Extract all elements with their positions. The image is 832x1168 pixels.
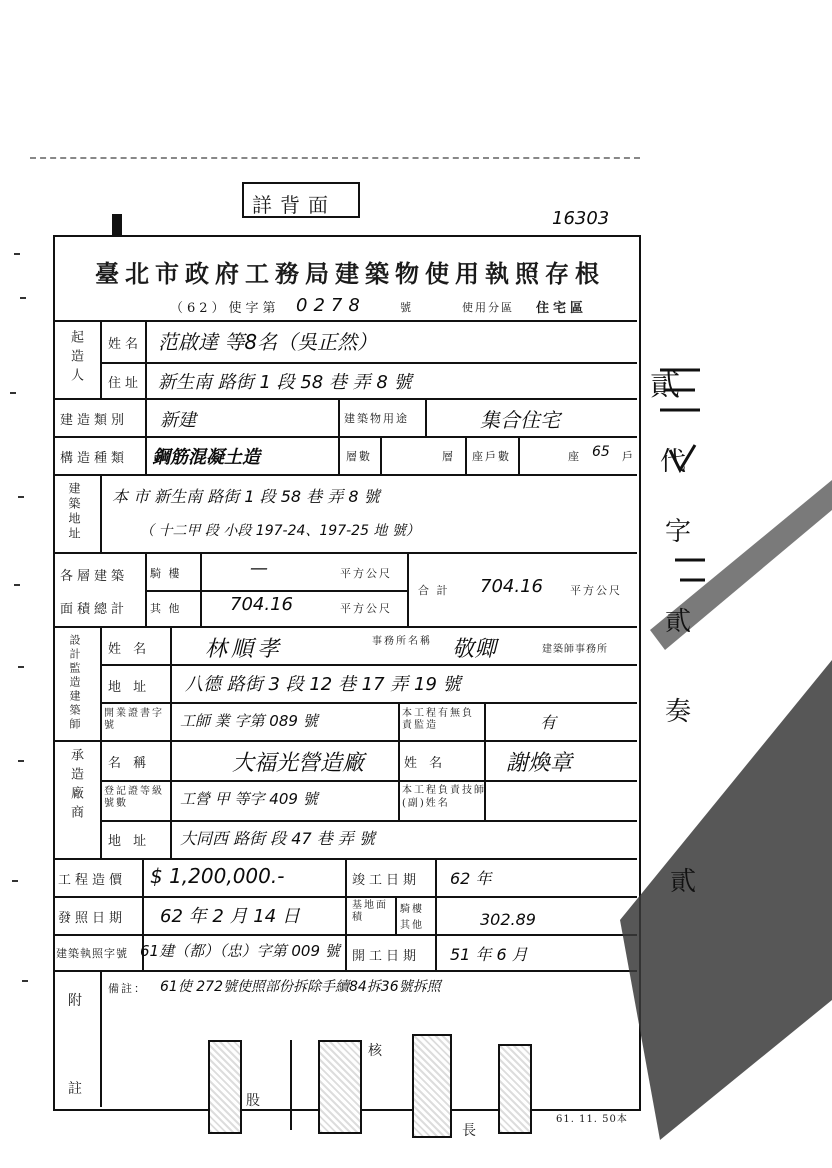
issue-value: 62 年 2 月 14 日 bbox=[160, 906, 300, 927]
stamp-check-label: 核 bbox=[368, 1043, 386, 1059]
archive-number: 16303 bbox=[552, 208, 610, 229]
col-rule bbox=[338, 436, 340, 474]
svg-text:貳: 貳 bbox=[650, 368, 680, 403]
designer-reg-label: 開業證書字號 bbox=[104, 708, 164, 731]
total-label: 合 計 bbox=[418, 584, 450, 597]
svg-text:奏: 奏 bbox=[665, 697, 692, 727]
structure-label: 構造種類 bbox=[60, 451, 129, 466]
license-suffix: 號 bbox=[400, 301, 413, 314]
svg-text:貳: 貳 bbox=[670, 867, 697, 897]
scan-noise bbox=[12, 880, 18, 882]
detail-reverse-label: 詳背面 bbox=[252, 193, 336, 217]
households-value: 65 bbox=[592, 444, 610, 460]
arcade-unit: 平方公尺 bbox=[340, 567, 392, 580]
note-label: 備註： bbox=[108, 982, 147, 995]
total-unit: 平方公尺 bbox=[570, 584, 622, 597]
designer-name-label: 姓 名 bbox=[108, 642, 151, 657]
category-label: 建造類別 bbox=[60, 413, 129, 428]
structure-value: 鋼筋混凝土造 bbox=[152, 447, 260, 468]
remarks-label-1: 附 bbox=[68, 993, 86, 1009]
contractor-person-label: 姓 名 bbox=[404, 756, 447, 771]
col-rule bbox=[100, 970, 102, 1107]
builder-address-value: 新生南 路街 1 段 58 巷 弄 8 號 bbox=[158, 372, 412, 393]
use-label: 建築物用途 bbox=[344, 412, 409, 425]
builder-name-value: 范啟達 等8名（吳正然） bbox=[158, 330, 378, 354]
office-label: 事務所名稱 bbox=[372, 636, 432, 647]
area-group-label-1: 各層建築 bbox=[60, 569, 129, 584]
stamp-seal bbox=[208, 1040, 242, 1134]
col-rule bbox=[465, 436, 467, 474]
floors-unit: 層 bbox=[442, 450, 455, 463]
stamp-divider bbox=[290, 1040, 292, 1130]
builder-address-label: 住址 bbox=[108, 376, 143, 391]
col-rule bbox=[145, 552, 147, 626]
total-value: 704.16 bbox=[480, 576, 543, 597]
contractor-address-label: 地 址 bbox=[108, 834, 151, 849]
use-value: 集合住宅 bbox=[480, 408, 560, 432]
col-rule bbox=[200, 552, 202, 626]
permit-label: 建築執照字號 bbox=[56, 947, 128, 960]
dashed-rule bbox=[30, 157, 640, 159]
contractor-address-value: 大同西 路街 段 47 巷 弄 號 bbox=[180, 829, 375, 848]
other-unit: 平方公尺 bbox=[340, 602, 392, 615]
overlapping-page bbox=[500, 300, 832, 1140]
supervisor-label: 本工程有無負責監造 bbox=[402, 708, 474, 731]
svg-text:字: 字 bbox=[665, 517, 692, 547]
col-rule bbox=[145, 398, 147, 474]
stamp-seal bbox=[412, 1034, 452, 1138]
note-value: 61使 272號使照部份拆除手續84拆36號拆照 bbox=[160, 979, 441, 995]
row-rule bbox=[145, 590, 407, 592]
builder-group-label: 起造人 bbox=[68, 330, 83, 387]
supervisor-value: 有 bbox=[540, 713, 557, 732]
scan-noise bbox=[18, 666, 24, 668]
contractor-name-value: 大福光營造廠 bbox=[232, 751, 365, 776]
base-floors-label: 座戶數 bbox=[472, 450, 511, 463]
cost-label: 工程造價 bbox=[58, 873, 127, 888]
office-value: 敬卿 bbox=[452, 637, 497, 662]
start-value: 51 年 6 月 bbox=[450, 945, 528, 964]
base-other-value: 302.89 bbox=[480, 910, 536, 929]
col-rule bbox=[395, 896, 397, 934]
cost-value: $ 1,200,000.- bbox=[150, 864, 285, 888]
col-rule bbox=[145, 320, 147, 398]
designer-group-label: 設計監造建築師 bbox=[68, 634, 81, 732]
designer-address-label: 地 址 bbox=[108, 680, 151, 695]
col-rule bbox=[398, 702, 400, 740]
contractor-reg-value: 工營 甲 等字 409 號 bbox=[180, 790, 318, 808]
col-rule bbox=[398, 740, 400, 820]
office-suffix: 建築師事務所 bbox=[542, 644, 608, 655]
floors-label: 層數 bbox=[346, 450, 372, 463]
col-rule bbox=[170, 626, 172, 858]
permit-value: 61建（都）（忠）字第 009 號 bbox=[140, 942, 340, 960]
households-unit: 戶 bbox=[622, 450, 635, 463]
svg-text:貳: 貳 bbox=[665, 607, 692, 637]
arcade-label: 騎 樓 bbox=[150, 567, 182, 580]
stamp-seal bbox=[318, 1040, 362, 1134]
contractor-reg-label: 登記證等級號數 bbox=[104, 786, 164, 809]
scan-noise bbox=[18, 496, 24, 498]
col-rule bbox=[435, 858, 437, 970]
scan-noise bbox=[10, 392, 16, 394]
form-code: 61. 11. 50本 bbox=[556, 1114, 628, 1125]
designer-reg-value: 工師 業 字第 089 號 bbox=[180, 712, 318, 730]
col-rule bbox=[407, 552, 409, 626]
col-rule bbox=[345, 858, 347, 970]
scan-noise bbox=[14, 253, 20, 255]
col-rule bbox=[100, 320, 102, 398]
completion-label: 竣工日期 bbox=[352, 873, 421, 888]
site-line-1: 本 市 新生南 路街 1 段 58 巷 弄 8 號 bbox=[112, 487, 380, 506]
scan-noise bbox=[14, 584, 20, 586]
remarks-label-2: 註 bbox=[68, 1081, 86, 1097]
contractor-group-label: 承造廠商 bbox=[68, 748, 83, 824]
other-value: 704.16 bbox=[230, 594, 293, 615]
stamp-clerk-label: 股 bbox=[246, 1093, 264, 1109]
contractor-name-label: 名 稱 bbox=[108, 756, 151, 771]
col-rule bbox=[338, 398, 340, 436]
base-other-label: 其他 bbox=[400, 920, 424, 931]
col-rule bbox=[100, 626, 102, 858]
contractor-person-value: 謝煥章 bbox=[506, 751, 573, 776]
zone-label: 使用分區 bbox=[462, 301, 514, 314]
base-area-label: 基地面積 bbox=[352, 900, 388, 923]
site-line-2: （ 十二甲 段 小段 197-24、197-25 地 號） bbox=[140, 523, 420, 539]
scan-noise bbox=[22, 980, 28, 982]
margin-mark bbox=[112, 214, 122, 236]
other-label: 其 他 bbox=[150, 602, 182, 615]
col-rule bbox=[484, 702, 486, 740]
col-rule bbox=[380, 436, 382, 474]
scan-noise bbox=[18, 760, 24, 762]
builder-name-label: 姓名 bbox=[108, 337, 143, 352]
start-label: 開工日期 bbox=[352, 949, 421, 964]
stamp-approve-label: 長 bbox=[462, 1123, 480, 1139]
category-value: 新建 bbox=[160, 410, 196, 431]
completion-value: 62 年 bbox=[450, 869, 492, 888]
site-group-label: 建築地址 bbox=[67, 482, 81, 542]
scan-noise bbox=[20, 297, 26, 299]
license-number: 0278 bbox=[296, 295, 366, 316]
detail-reverse-box bbox=[242, 182, 360, 218]
zone-value: 住宅區 bbox=[536, 301, 588, 316]
svg-text:代: 代 bbox=[660, 447, 687, 477]
base-arcade-label: 騎樓 bbox=[400, 904, 424, 915]
area-group-label-2: 面積總計 bbox=[60, 602, 129, 617]
col-rule bbox=[425, 398, 427, 436]
col-rule bbox=[100, 474, 102, 552]
license-prefix: （62）使字第 bbox=[170, 301, 280, 316]
tech-label: 本工程負責技師(副)姓名 bbox=[402, 785, 486, 809]
designer-name-value: 林順孝 bbox=[205, 637, 284, 662]
units-unit: 座 bbox=[568, 450, 581, 463]
arcade-value: — bbox=[250, 558, 268, 579]
designer-address-value: 八德 路街 3 段 12 巷 17 弄 19 號 bbox=[185, 674, 461, 695]
issue-label: 發照日期 bbox=[58, 911, 127, 926]
page-title: 臺北市政府工務局建築物使用執照存根 bbox=[95, 259, 605, 288]
